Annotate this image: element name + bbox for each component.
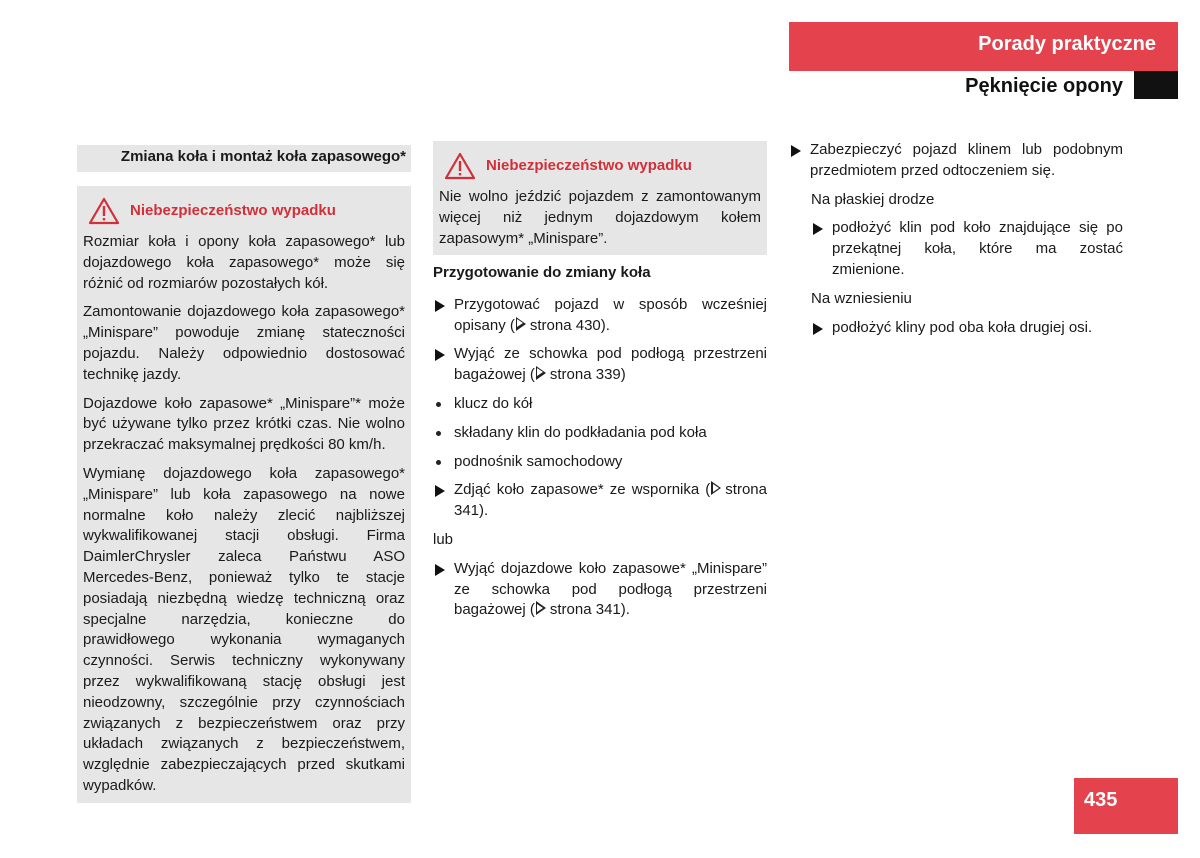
section-header-band [789,22,1178,71]
step-item [433,344,767,386]
page-ref-arrow-icon [516,317,526,331]
bullet-dot-icon [436,402,441,407]
page-number: 435 [1084,789,1118,811]
col1-warning-paragraph: Dojazdowe koło zapasowe* „Minispare”* może być używane tylko przez krótki czas. Nie wolno przekraczać maksymalnej prędkości 80 km/h. [83,394,405,454]
list-item [433,394,767,415]
list-item [433,423,767,444]
step-text: Zabezpieczyć pojazd klinem lub podobnym przedmiotem przed odtoczeniem się. [810,141,1123,179]
page-ref[interactable]: strona 341). [454,481,767,520]
col1-warning-paragraph: Zamontowanie dojazdowego koła zapasowego* „Minispare” powoduje zmianę stateczności pojazdu. Należy odpowiednio dostosować technikę jazdy. [83,303,405,383]
list-item-text: składany klin do podkładania pod koła [454,423,707,441]
prep-subheading: Przygotowanie do zmiany koła [433,264,651,281]
bullet-dot-icon [436,460,441,465]
flat-road-label: Na płaskiej drodze [811,190,935,208]
col2-warning-box [433,141,767,255]
subsection-title: Pęknięcie opony [965,75,1123,97]
page-ref[interactable]: strona 341). [549,601,630,619]
step-text: podłożyć klin pod koło znajdujące się po przekątnej koła, które ma zostać zmienione. [832,219,1123,278]
list-item-text: klucz do kół [454,394,533,412]
step-arrow-icon [435,564,445,576]
page-number-box [1074,778,1178,834]
step-item [433,295,767,337]
step-arrow-icon [435,485,445,497]
col2-warning-header [439,152,761,180]
col3-body [789,140,1123,346]
step-text: Wyjąć ze schowka pod podłogą przestrzeni bagażowej ( [454,345,767,384]
or-label: lub [433,530,454,548]
step-text: podłożyć kliny pod oba koła drugiej osi. [832,318,1093,336]
list-item-text: podnośnik samochodowy [454,452,623,470]
col1-warning-box [77,186,411,803]
subsection-marker [1134,71,1178,99]
step-item [811,218,1123,280]
step-item [433,559,767,621]
col1-warning-paragraph: Wymianę dojazdowego koła zapasowego* „Minispare” lub koła zapasowego na nowe normalne koło należy zlecić najbliższej wykwalifikowanej stacji obsługi. Firma DaimlerChrysler zaleca Państwu ASO Mercedes-Benz, ponieważ tylko te stacje posiadają niezbędną wiedzę techniczną oraz specjalne narzędzia, konieczne do prawidłowego wykonania wymaganych czynności. Serwis techniczny wykonywany przez wykwalifikowaną stację obsługi jest nieodzowny, szczególnie przy czynnościach związanych z bezpieczeństwem oraz przy układach związanych z bezpieczeństwem, względnie zabezpieczających przed skutkami wypadków. [83,464,405,794]
warning-triangle-icon [444,152,476,180]
step-text: Wyjąć dojazdowe koło zapasowe* „Minispare” ze schowka pod podłogą przestrzeni bagażowej ( [454,559,767,619]
col2-warning-text: Nie wolno jeździć pojazdem z zamontowanym więcej niż jednym dojazdowym kołem zapasowym* „Minispare”. [439,188,761,247]
page-ref[interactable]: strona 339) [549,366,626,384]
section-title: Porady praktyczne [978,33,1156,55]
slope-label: Na wzniesieniu [811,289,912,307]
page-ref[interactable]: strona 430). [529,316,610,334]
step-arrow-icon [435,300,445,312]
step-text: Przygotować pojazd w sposób wcześniej opisany ( [454,295,767,334]
step-text: Zdjąć koło zapasowe* ze wspornika ( [454,481,711,499]
page-ref-arrow-icon [536,366,546,380]
page-ref-arrow-icon [536,601,546,615]
step-item [433,480,767,522]
step-arrow-icon [435,349,445,361]
col1-heading: Zmiana koła i montaż koła zapasowego* [77,145,411,172]
step-item [811,318,1123,339]
warning-triangle-icon [88,197,120,225]
step-arrow-icon [791,145,801,157]
step-item [789,140,1123,182]
bullet-dot-icon [436,431,441,436]
page-ref-arrow-icon [711,481,721,495]
step-arrow-icon [813,223,823,235]
col2-warning-title: Niebezpieczeństwo wypadku [486,156,692,174]
col1-warning-header [83,197,405,225]
col2-body [433,263,767,629]
step-arrow-icon [813,323,823,335]
list-item [433,452,767,473]
col1-warning-title: Niebezpieczeństwo wypadku [130,201,336,219]
col1-warning-paragraph: Rozmiar koła i opony koła zapasowego* lub dojazdowego koła zapasowego* może się różnić od rozmiarów pozostałych kół. [83,233,405,292]
